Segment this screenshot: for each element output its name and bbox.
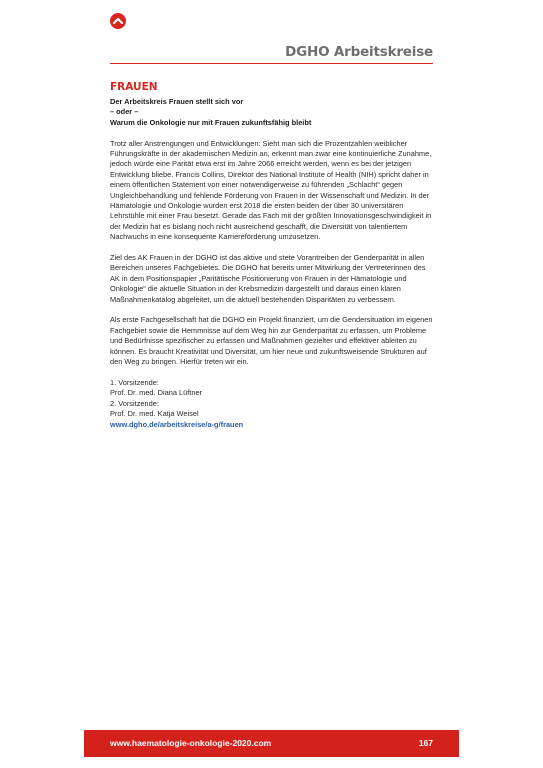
section-subhead bbox=[110, 97, 435, 128]
main-content bbox=[110, 81, 435, 430]
contacts-block bbox=[110, 378, 435, 430]
footer-bar bbox=[84, 730, 459, 757]
subhead-line: – oder – bbox=[110, 107, 139, 117]
body-paragraph: Ziel des AK Frauen in der DGHO ist das aktive und stete Vorantreiben der Genderparität in allen Bereichen unseres Fachgebietes. Die DGHO hat bereits unter Mitwirkung der Vertreterinnen des AK in dem Positionspapier „Paritätische Positionierung von Frauen in der Hämatologie und Onkologie“ die aktuelle Situation in der Krebsmedizin dargestellt und daraus einen klaren Maßnahmenkatalog abgeleitet, um die aktuell bestehenden Disparitäten zu verbessern. bbox=[110, 253, 426, 304]
page-number: 167 bbox=[418, 738, 433, 748]
vice-chair-name: Prof. Dr. med. Katja Weisel bbox=[110, 409, 199, 419]
chair-label: 1. Vorsitzende: bbox=[110, 377, 159, 387]
body-paragraph: Als erste Fachgesellschaft hat die DGHO ein Projekt finanziert, um die Gendersituation im eigenen Fachgebiet sowie die Hemmnisse auf dem Weg hin zur Genderparität zu erfassen, um Probleme und Bedürfnisse spezifischer zu erfassen und Maßnahmen gezielter und effektiver ableiten zu können. Es braucht Kreativität und Diversität, um hier neue und zukunftsweisende Strukturen auf den Weg zu bringen. Hierfür treten wir ein. bbox=[110, 315, 433, 367]
header-title: DGHO Arbeitskreise bbox=[285, 44, 433, 60]
subhead-line: Warum die Onkologie nur mit Frauen zukunftsfähig bleibt bbox=[110, 117, 312, 127]
subhead-line: Der Arbeitskreis Frauen stellt sich vor bbox=[110, 97, 244, 106]
body-paragraph: Trotz aller Anstrengungen und Entwicklungen: Sieht man sich die Prozentzahlen weiblicher Führungskräfte in der akademischen Medizin an, erkennt man zwar eine kontinuierliche Zunahme, jedoch würde eine Parität etwa erst im Jahre 2066 erreicht werden, wenn es bei der jetzigen Entwicklung bliebe. Francis Collins, Direktor des National Institute of Health (NIH) spricht daher in einem öffentlichen Statement von einer notwendigerweise zu führenden „Schlacht“ gegen Ungleichbehandlung und fehlende Förderung von Frauen in der Wissenschaft und Medizin. In der Hämatologie und Onkologie wurden erst 2018 die ersten beiden der über 30 universitären Lehrstühle mit einer Frau besetzt. Gerade das Fach mit der größten Innovationsgeschwindigkeit in der Medizin hat es bislang noch nicht ausreichend geschafft, die Diversität von talentiertem Nachwuchs in eine konsequente Karriereförderung umzusetzen. bbox=[110, 138, 432, 242]
footer-url[interactable]: www.haematologie-onkologie-2020.com bbox=[110, 738, 272, 748]
header-divider bbox=[110, 63, 433, 64]
section-title: FRAUEN bbox=[110, 81, 158, 93]
vice-chair-label: 2. Vorsitzende: bbox=[110, 398, 159, 408]
section-link[interactable]: www.dgho.de/arbeitskreise/a-g/frauen bbox=[110, 419, 244, 429]
dgho-chevron-logo-icon bbox=[110, 13, 126, 29]
chair-name: Prof. Dr. med. Diana Lüftner bbox=[110, 388, 203, 398]
